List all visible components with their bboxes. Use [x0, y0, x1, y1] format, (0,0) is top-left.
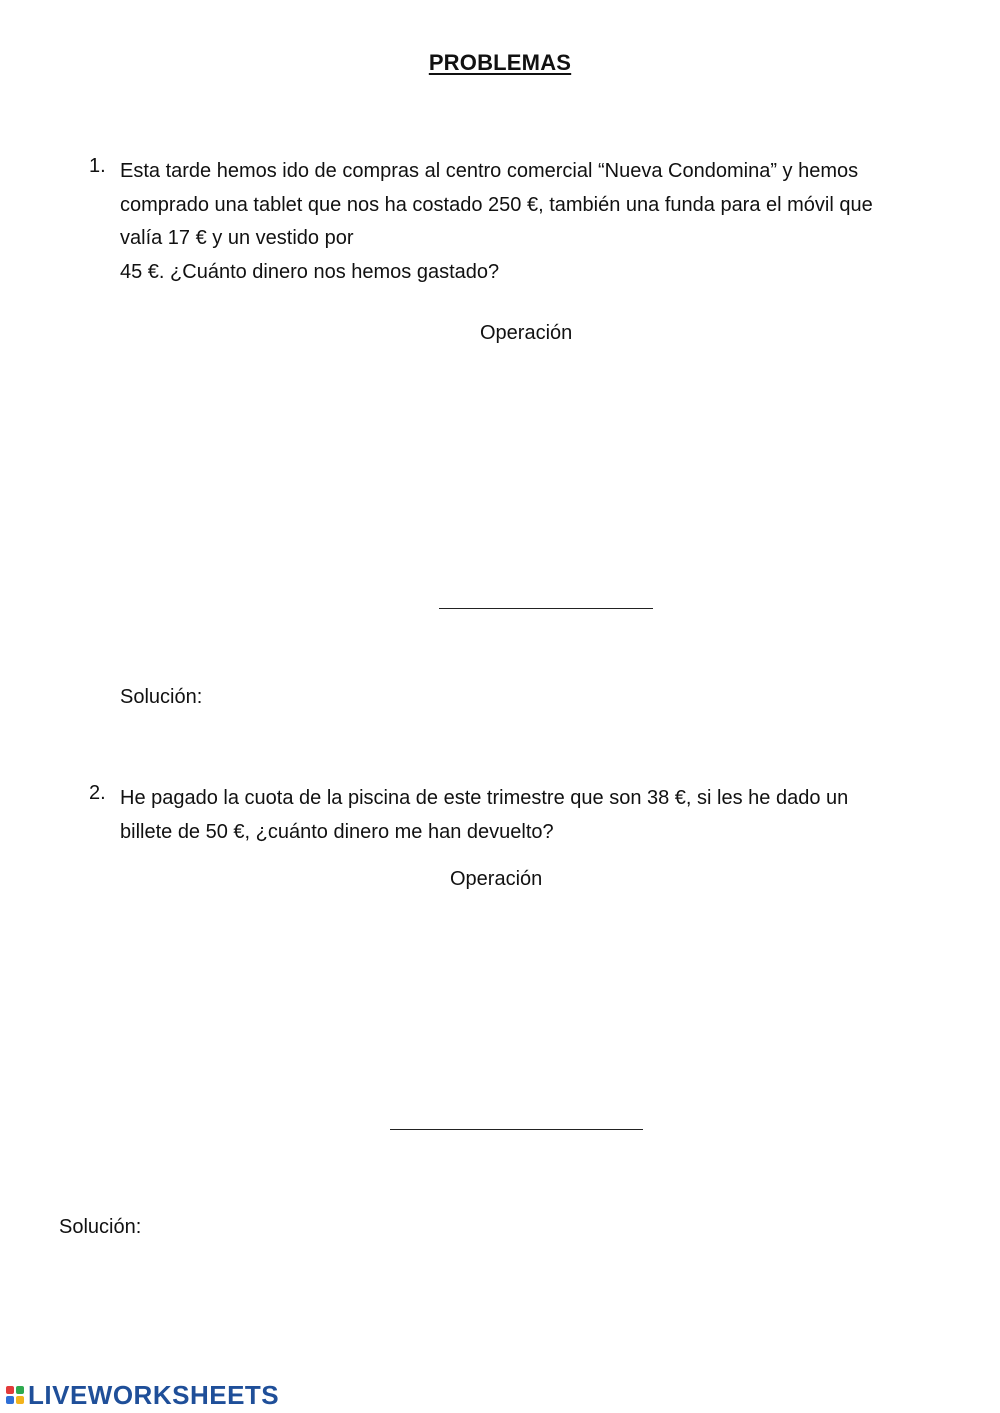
problem-line: 45 €. ¿Cuánto dinero nos hemos gastado?	[120, 260, 500, 283]
problem-number: 2.	[89, 782, 106, 804]
problem-line: comprado una tablet que nos ha costado 250 €, también una funda para el móvil que	[120, 193, 873, 216]
problem-statement	[120, 782, 950, 849]
operation-label: Operación	[480, 322, 573, 344]
problem-line: He pagado la cuota de la piscina de este trimestre que son 38 €, si les he dado un	[120, 787, 849, 809]
problem-number: 1.	[89, 155, 106, 177]
logo-block	[16, 1386, 24, 1394]
answer-line[interactable]	[390, 1129, 643, 1130]
problem-line: Esta tarde hemos ido de compras al centro comercial “Nueva Condomina” y hemos	[120, 160, 859, 182]
logo-text: LIVEWORKSHEETS	[28, 1379, 280, 1410]
liveworksheets-logo[interactable]	[6, 1380, 279, 1410]
solution-label: Solución:	[59, 1216, 142, 1238]
problem-line: valía 17 € y un vestido por	[120, 227, 354, 249]
operation-label: Operación	[450, 868, 543, 890]
logo-block	[6, 1396, 14, 1404]
answer-line[interactable]	[439, 608, 653, 609]
problem-statement	[120, 155, 950, 289]
solution-label: Solución:	[120, 686, 203, 708]
logo-blocks-icon	[6, 1386, 24, 1404]
logo-block	[16, 1396, 24, 1404]
problem-line: billete de 50 €, ¿cuánto dinero me han devuelto?	[120, 820, 554, 843]
logo-block	[6, 1386, 14, 1394]
page-title: PROBLEMAS	[428, 50, 572, 75]
